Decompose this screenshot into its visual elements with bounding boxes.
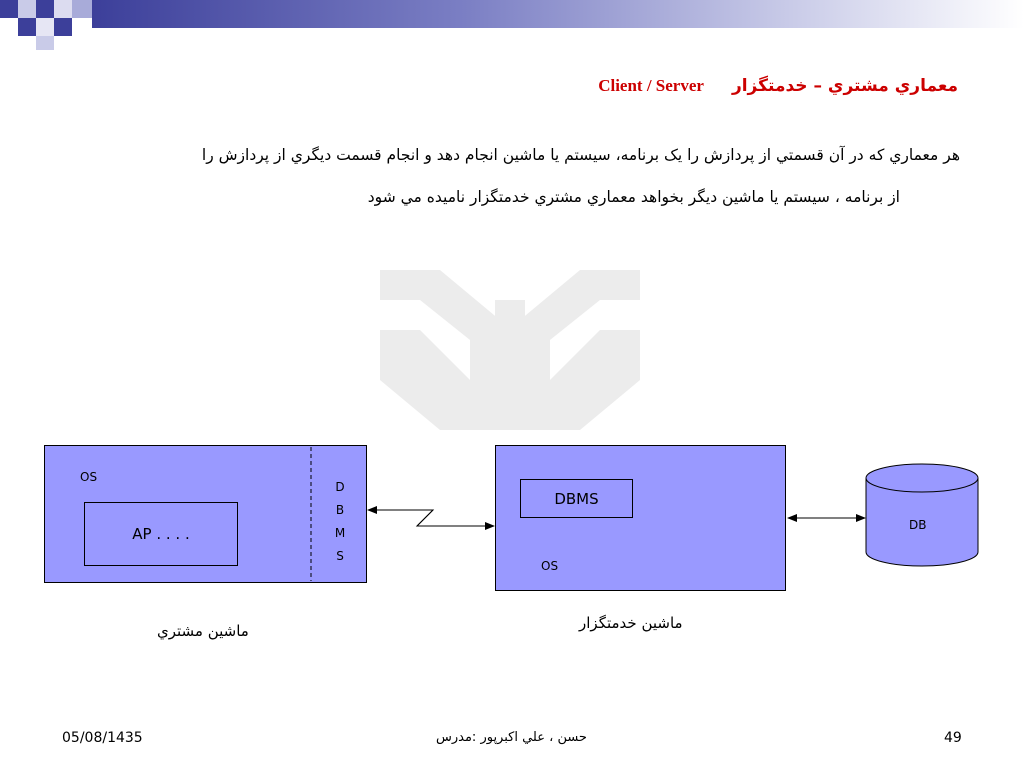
server-caption: ماشين خدمتگزار	[579, 614, 683, 632]
paragraph-line-2: از برنامه ، سيستم يا ماشين ديگر بخواهد معماري مشتري خدمتگزار ناميده مي شود	[367, 188, 900, 206]
server-os-label: OS	[541, 559, 559, 573]
client-dbms-s: S	[336, 549, 344, 563]
connection-arrow-right	[417, 510, 494, 526]
database-label: DB	[909, 518, 927, 532]
footer-author: حسن ، علي اكبرپور :مدرس	[436, 730, 587, 745]
title-fa: معماري مشتري – خدمتگزار	[731, 76, 958, 96]
paragraph-line-1: هر معماري كه در آن قسمتي از پردازش را يک برنامه، سيستم يا ماشين انجام دهد و انجام قسمت ديگري از پردازش را	[201, 146, 960, 164]
client-app-label: AP . . . .	[132, 525, 190, 543]
footer-page-number: 49	[944, 730, 962, 746]
connection-arrow-left	[368, 510, 433, 526]
title-en: Client / Server	[598, 76, 704, 95]
footer-date: 05/08/1435	[62, 730, 143, 746]
client-dbms-d: D	[335, 480, 345, 494]
client-dbms-m: M	[334, 526, 346, 540]
server-dbms-label: DBMS	[554, 489, 599, 508]
database-cylinder	[866, 464, 978, 566]
client-caption: ماشين مشتري	[157, 622, 249, 640]
client-dbms-b: B	[335, 503, 345, 517]
client-os-label: OS	[80, 470, 98, 484]
